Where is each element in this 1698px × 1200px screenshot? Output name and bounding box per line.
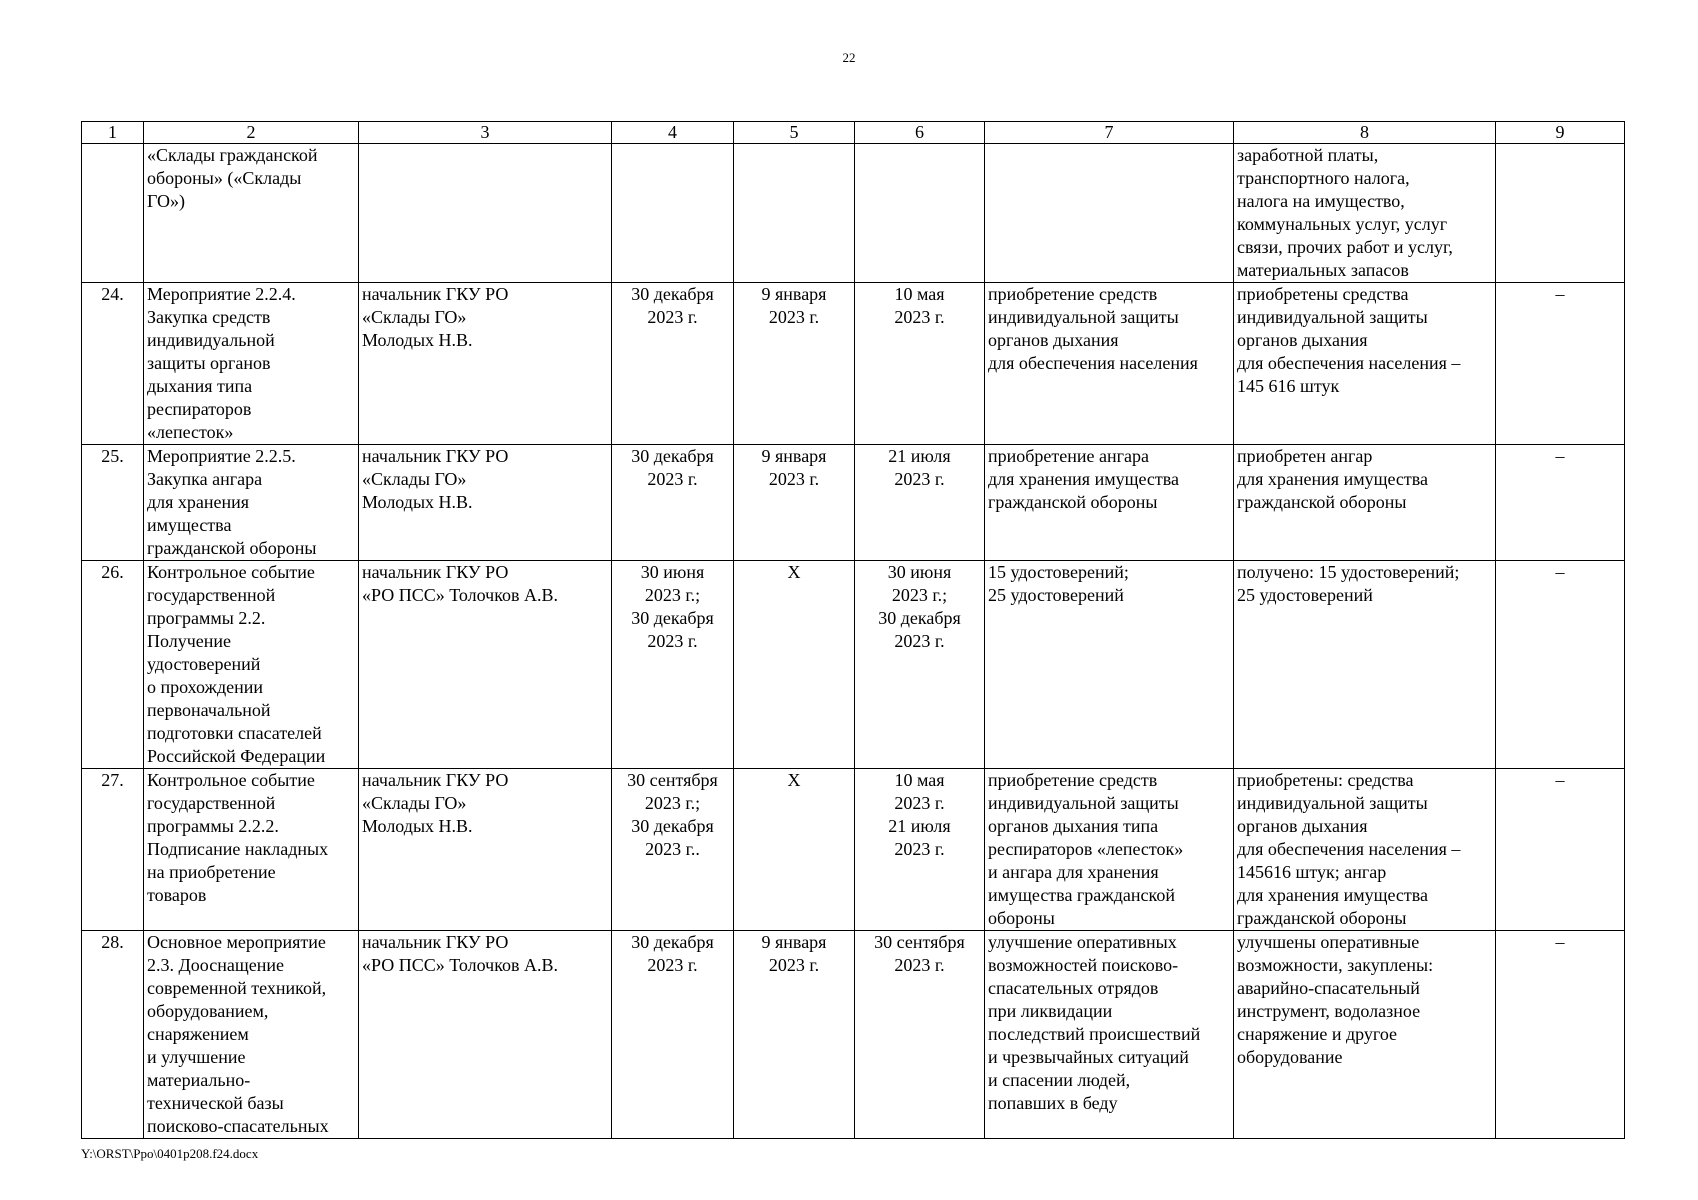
column-header: 5 <box>734 122 855 144</box>
column-header: 2 <box>144 122 359 144</box>
table-row <box>82 283 1625 445</box>
column-header: 7 <box>985 122 1234 144</box>
table-row <box>82 561 1625 769</box>
event-name: Мероприятие 2.2.4. Закупка средств индивидуальной защиты органов дыхания типа респираторов «лепесток» <box>144 283 359 445</box>
actual-result: улучшены оперативные возможности, закуплены: аварийно-спасательный инструмент, водолазное снаряжение и другое оборудование <box>1234 931 1496 1139</box>
note: – <box>1496 283 1625 445</box>
event-name: Основное мероприятие 2.3. Дооснащение современной техникой, оборудованием, снаряжением и улучшение материально- технической базы поисково-спасательных <box>144 931 359 1139</box>
expected-result: улучшение оперативных возможностей поисково- спасательных отрядов при ликвидации последствий происшествий и чрезвычайных ситуаций и спасении людей, попавших в беду <box>985 931 1234 1139</box>
table-row <box>82 144 1625 283</box>
actual-start-date: 9 января 2023 г. <box>734 445 855 561</box>
note: – <box>1496 931 1625 1139</box>
column-header: 9 <box>1496 122 1625 144</box>
planned-start-date: 30 декабря 2023 г. <box>612 445 734 561</box>
responsible-person: начальник ГКУ РО «РО ПСС» Толочков А.В. <box>359 931 612 1139</box>
note: – <box>1496 445 1625 561</box>
expected-result: 15 удостоверений; 25 удостоверений <box>985 561 1234 769</box>
row-number: 27. <box>82 769 144 931</box>
table-row <box>82 769 1625 931</box>
expected-result: приобретение средств индивидуальной защиты органов дыхания для обеспечения населения <box>985 283 1234 445</box>
header-row <box>82 122 1625 144</box>
expected-result <box>985 144 1234 283</box>
column-header: 1 <box>82 122 144 144</box>
table-row <box>82 445 1625 561</box>
responsible-person: начальник ГКУ РО «Склады ГО» Молодых Н.В. <box>359 283 612 445</box>
event-name: «Склады гражданской обороны» («Склады ГО») <box>144 144 359 283</box>
note: – <box>1496 769 1625 931</box>
row-number: 28. <box>82 931 144 1139</box>
responsible-person: начальник ГКУ РО «Склады ГО» Молодых Н.В. <box>359 445 612 561</box>
actual-start-date <box>734 144 855 283</box>
actual-end-date: 10 мая 2023 г. 21 июля 2023 г. <box>855 769 985 931</box>
actual-result: заработной платы, транспортного налога, налога на имущество, коммунальных услуг, услуг связи, прочих работ и услуг, материальных запасов <box>1234 144 1496 283</box>
column-header: 6 <box>855 122 985 144</box>
event-name: Контрольное событие государственной программы 2.2.2. Подписание накладных на приобретение товаров <box>144 769 359 931</box>
file-path-footer: Y:\ORST\Ppo\0401p208.f24.docx <box>81 1146 259 1161</box>
actual-start-date: 9 января 2023 г. <box>734 283 855 445</box>
responsible-person <box>359 144 612 283</box>
responsible-person: начальник ГКУ РО «Склады ГО» Молодых Н.В. <box>359 769 612 931</box>
responsible-person: начальник ГКУ РО «РО ПСС» Толочков А.В. <box>359 561 612 769</box>
event-name: Мероприятие 2.2.5. Закупка ангара для хранения имущества гражданской обороны <box>144 445 359 561</box>
planned-start-date: 30 сентября 2023 г.; 30 декабря 2023 г.. <box>612 769 734 931</box>
row-number: 26. <box>82 561 144 769</box>
row-number: 25. <box>82 445 144 561</box>
actual-start-date: Х <box>734 769 855 931</box>
column-header: 4 <box>612 122 734 144</box>
row-number: 24. <box>82 283 144 445</box>
planned-start-date: 30 декабря 2023 г. <box>612 283 734 445</box>
page-number: 22 <box>842 50 856 65</box>
actual-result: приобретен ангар для хранения имущества гражданской обороны <box>1234 445 1496 561</box>
actual-result: получено: 15 удостоверений; 25 удостоверений <box>1234 561 1496 769</box>
actual-result: приобретены: средства индивидуальной защиты органов дыхания для обеспечения населения – 145616 штук; ангар для хранения имущества гражданской обороны <box>1234 769 1496 931</box>
note: – <box>1496 561 1625 769</box>
table-row <box>82 931 1625 1139</box>
column-header: 8 <box>1234 122 1496 144</box>
expected-result: приобретение ангара для хранения имущества гражданской обороны <box>985 445 1234 561</box>
planned-start-date: 30 декабря 2023 г. <box>612 931 734 1139</box>
actual-result: приобретены средства индивидуальной защиты органов дыхания для обеспечения населения – 145 616 штук <box>1234 283 1496 445</box>
expected-result: приобретение средств индивидуальной защиты органов дыхания типа респираторов «лепесток» и ангара для хранения имущества гражданской обороны <box>985 769 1234 931</box>
planned-start-date: 30 июня 2023 г.; 30 декабря 2023 г. <box>612 561 734 769</box>
column-header: 3 <box>359 122 612 144</box>
actual-end-date <box>855 144 985 283</box>
actual-start-date: 9 января 2023 г. <box>734 931 855 1139</box>
note <box>1496 144 1625 283</box>
row-number <box>82 144 144 283</box>
actual-start-date: Х <box>734 561 855 769</box>
actual-end-date: 21 июля 2023 г. <box>855 445 985 561</box>
event-name: Контрольное событие государственной программы 2.2. Получение удостоверений о прохождении первоначальной подготовки спасателей Российской Федерации <box>144 561 359 769</box>
actual-end-date: 30 сентября 2023 г. <box>855 931 985 1139</box>
planned-start-date <box>612 144 734 283</box>
report-table <box>81 121 1625 1139</box>
actual-end-date: 10 мая 2023 г. <box>855 283 985 445</box>
actual-end-date: 30 июня 2023 г.; 30 декабря 2023 г. <box>855 561 985 769</box>
